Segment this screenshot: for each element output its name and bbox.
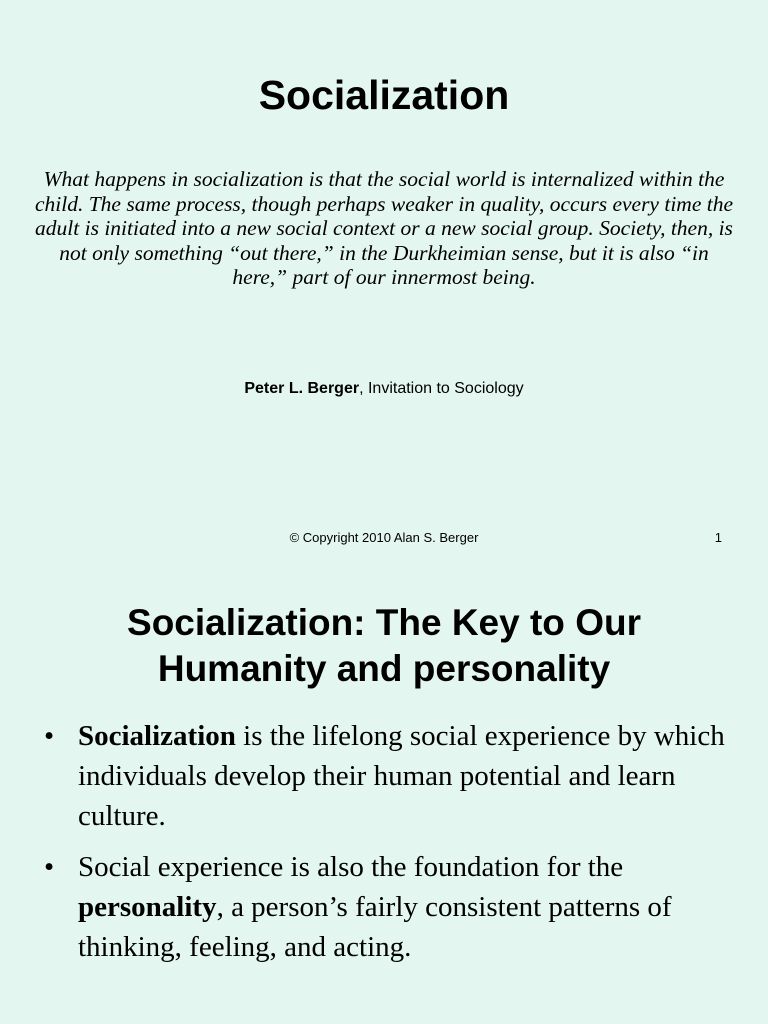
attribution-work: , Invitation to Sociology — [359, 380, 524, 397]
bullet-marker: • — [44, 720, 55, 752]
page-number: 1 — [714, 530, 722, 545]
copyright-notice: © Copyright 2010 Alan S. Berger — [289, 530, 479, 545]
bullet-list — [44, 716, 744, 978]
slide-2-title-line-2: Humanity and personality — [157, 648, 611, 689]
quote-attribution — [0, 379, 768, 399]
bullet-item-socialization — [44, 716, 744, 836]
bullet-text-before: Social experience is also the foundation for the — [78, 851, 624, 883]
bullet-text-after: is the lifelong social experience by which individuals develop their human potential and learn culture. — [78, 720, 725, 832]
slide-1-title: Socialization — [258, 72, 510, 118]
slide-footer — [0, 529, 768, 547]
slide-2-title — [0, 600, 768, 692]
bullet-key-term: personality — [78, 891, 217, 923]
attribution-author: Peter L. Berger — [244, 380, 360, 397]
berger-quote: What happens in socialization is that the social world is internalized within the child. The same process, though perhaps weaker in quality, occurs every time the adult is initiated into a new social context or a new social group. Society, then, is not only something “out there,” in the Durkheimian sense, but it is also “in here,” part of our innermost being. — [34, 167, 734, 289]
slide-2-title-line-1: Socialization: The Key to Our — [127, 602, 641, 643]
slide-2 — [0, 572, 768, 1024]
bullet-item-personality — [44, 847, 744, 967]
bullet-text-after: , a person’s fairly consistent patterns of thinking, feeling, and acting. — [78, 891, 672, 963]
bullet-key-term: Socialization — [78, 720, 236, 752]
bullet-marker: • — [44, 851, 55, 883]
